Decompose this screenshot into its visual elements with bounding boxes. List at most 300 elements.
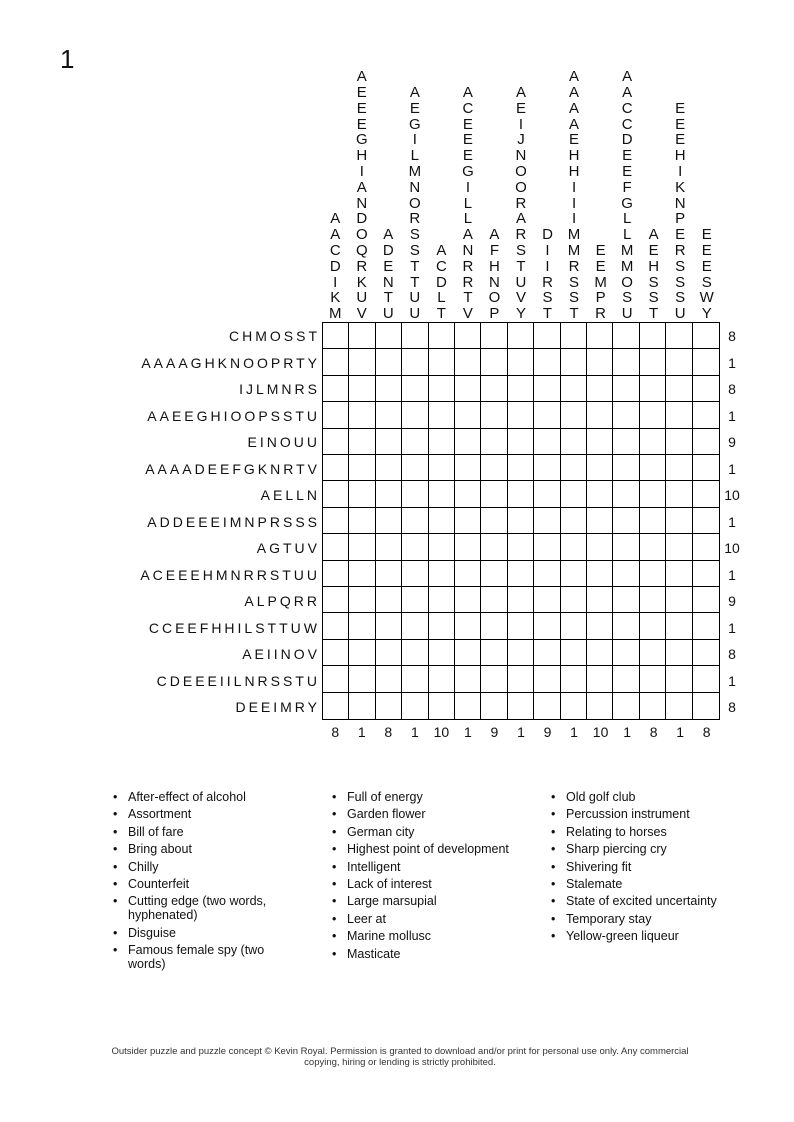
grid-cell[interactable] (508, 613, 534, 639)
grid-cell[interactable] (349, 455, 375, 481)
grid-cell[interactable] (508, 534, 534, 560)
grid-cell[interactable] (613, 376, 639, 402)
grid-cell[interactable] (561, 455, 587, 481)
grid-cell[interactable] (693, 693, 719, 719)
grid-cell[interactable] (666, 587, 692, 613)
grid-cell[interactable] (455, 613, 481, 639)
grid-cell[interactable] (534, 455, 560, 481)
grid-cell[interactable] (508, 561, 534, 587)
row-header: DEEIMRY (235, 699, 320, 716)
grid-cell[interactable] (376, 587, 402, 613)
grid-cell[interactable] (429, 349, 455, 375)
grid-cell[interactable] (402, 534, 428, 560)
grid-cell[interactable] (349, 402, 375, 428)
grid-cell[interactable] (613, 402, 639, 428)
grid-cell[interactable] (429, 640, 455, 666)
grid-cell[interactable] (455, 323, 481, 349)
clue-item: • Assortment (113, 807, 288, 821)
grid-cell[interactable] (587, 534, 613, 560)
grid-cell[interactable] (613, 349, 639, 375)
grid-cell[interactable] (693, 323, 719, 349)
grid-cell[interactable] (640, 429, 666, 455)
grid-cell[interactable] (666, 508, 692, 534)
grid-cell[interactable] (376, 481, 402, 507)
clue-item: • Large marsupial (332, 894, 537, 908)
row-header: ADDEEEIMNPRSSS (147, 513, 320, 530)
grid-cell[interactable] (640, 693, 666, 719)
clue-item: • Yellow-green liqueur (551, 929, 751, 943)
grid-cell[interactable] (323, 323, 349, 349)
grid-cell[interactable] (693, 534, 719, 560)
grid-cell[interactable] (666, 666, 692, 692)
grid-cell[interactable] (349, 376, 375, 402)
grid-cell[interactable] (323, 429, 349, 455)
grid-cell[interactable] (534, 561, 560, 587)
grid-cell[interactable] (508, 402, 534, 428)
row-header: ALPQRR (244, 593, 320, 610)
row-number: 1 (728, 566, 736, 583)
grid-cell[interactable] (640, 508, 666, 534)
grid-cell[interactable] (402, 455, 428, 481)
clue-item: • Cutting edge (two words, hyphenated) (113, 894, 288, 922)
grid-cell[interactable] (613, 508, 639, 534)
clue-item: • Old golf club (551, 790, 751, 804)
grid-cell[interactable] (455, 455, 481, 481)
grid-cell[interactable] (481, 323, 507, 349)
grid-cell[interactable] (455, 481, 481, 507)
row-number: 10 (724, 487, 740, 504)
grid-cell[interactable] (693, 349, 719, 375)
grid-cell[interactable] (587, 587, 613, 613)
column-header: A E I J N O O R A R S T U V Y (515, 84, 527, 323)
grid-cell[interactable] (666, 693, 692, 719)
grid-cell[interactable] (429, 402, 455, 428)
grid-cell[interactable] (613, 640, 639, 666)
grid-cell[interactable] (429, 693, 455, 719)
column-header: A A A A E H H I I I M M R S S T (567, 68, 581, 323)
grid-cell[interactable] (402, 508, 428, 534)
row-number: 8 (728, 646, 736, 663)
grid-cell[interactable] (481, 613, 507, 639)
grid-cell[interactable] (640, 613, 666, 639)
clue-list-3 (551, 790, 751, 947)
grid-cell[interactable] (508, 481, 534, 507)
grid-cell[interactable] (349, 323, 375, 349)
grid-cell[interactable] (666, 455, 692, 481)
grid-cell[interactable] (561, 666, 587, 692)
column-header: A A C D I K M (329, 210, 342, 323)
grid-cell[interactable] (429, 666, 455, 692)
grid-cell[interactable] (429, 429, 455, 455)
grid-cell[interactable] (561, 323, 587, 349)
grid-cell[interactable] (534, 508, 560, 534)
grid-cell[interactable] (561, 640, 587, 666)
clue-item: • Marine mollusc (332, 929, 537, 943)
grid-cell[interactable] (429, 613, 455, 639)
grid-cell[interactable] (693, 455, 719, 481)
grid-cell[interactable] (455, 402, 481, 428)
puzzle-grid (322, 322, 720, 720)
clue-item: • Counterfeit (113, 877, 288, 891)
grid-cell[interactable] (587, 613, 613, 639)
clue-item: • Intelligent (332, 860, 537, 874)
clue-item: • Garden flower (332, 807, 537, 821)
column-number: 9 (543, 724, 552, 740)
grid-cell[interactable] (534, 349, 560, 375)
column-header: D I I R S T (542, 226, 553, 323)
clue-item: • Sharp piercing cry (551, 842, 751, 856)
grid-cell[interactable] (481, 402, 507, 428)
grid-cell[interactable] (561, 349, 587, 375)
grid-cell[interactable] (587, 508, 613, 534)
row-header: CCEEFHHILSTTUW (148, 619, 320, 636)
row-number: 9 (728, 434, 736, 451)
grid-cell[interactable] (640, 587, 666, 613)
clue-item: • Full of energy (332, 790, 537, 804)
row-header: AAAAGHKNOOPRTY (141, 354, 320, 371)
clue-list-2 (332, 790, 537, 964)
grid-cell[interactable] (323, 613, 349, 639)
grid-cell[interactable] (666, 349, 692, 375)
grid-cell[interactable] (481, 481, 507, 507)
grid-cell[interactable] (376, 693, 402, 719)
grid-cell[interactable] (640, 376, 666, 402)
grid-cell[interactable] (640, 349, 666, 375)
grid-cell[interactable] (402, 323, 428, 349)
grid-cell[interactable] (481, 508, 507, 534)
grid-cell[interactable] (666, 429, 692, 455)
grid-cell[interactable] (587, 349, 613, 375)
clue-item: • After-effect of alcohol (113, 790, 288, 804)
grid-cell[interactable] (349, 666, 375, 692)
grid-cell[interactable] (376, 402, 402, 428)
grid-cell[interactable] (402, 481, 428, 507)
grid-cell[interactable] (693, 508, 719, 534)
grid-cell[interactable] (323, 587, 349, 613)
grid-cell[interactable] (455, 640, 481, 666)
row-number: 8 (728, 328, 736, 344)
grid-cell[interactable] (534, 693, 560, 719)
grid-cell[interactable] (508, 455, 534, 481)
column-number: 1 (623, 724, 631, 740)
grid-cell[interactable] (376, 613, 402, 639)
grid-cell[interactable] (587, 666, 613, 692)
row-number: 1 (728, 513, 736, 530)
column-number: 8 (384, 724, 393, 740)
clue-item: • Stalemate (551, 877, 751, 891)
grid-cell[interactable] (534, 587, 560, 613)
grid-cell[interactable] (323, 561, 349, 587)
grid-cell[interactable] (640, 640, 666, 666)
grid-cell[interactable] (376, 508, 402, 534)
row-number: 8 (728, 699, 736, 716)
grid-cell[interactable] (561, 693, 587, 719)
grid-cell[interactable] (693, 666, 719, 692)
grid-cell[interactable] (693, 613, 719, 639)
grid-cell[interactable] (323, 455, 349, 481)
grid-cell[interactable] (666, 402, 692, 428)
grid-cell[interactable] (561, 402, 587, 428)
grid-cell[interactable] (508, 587, 534, 613)
grid-cell[interactable] (376, 349, 402, 375)
grid-cell[interactable] (561, 587, 587, 613)
column-number: 8 (331, 724, 340, 740)
grid-cell[interactable] (323, 402, 349, 428)
grid-cell[interactable] (481, 376, 507, 402)
grid-cell[interactable] (534, 376, 560, 402)
column-header: A C E E E G I L L A N R R T V (462, 84, 474, 323)
grid-cell[interactable] (376, 323, 402, 349)
grid-cell[interactable] (613, 613, 639, 639)
grid-cell[interactable] (508, 376, 534, 402)
grid-cell[interactable] (613, 561, 639, 587)
clue-item: • Relating to horses (551, 825, 751, 839)
grid-cell[interactable] (613, 429, 639, 455)
grid-cell[interactable] (534, 402, 560, 428)
column-header: E E E H I K N P E R S S S U (674, 99, 686, 323)
grid-cell[interactable] (508, 508, 534, 534)
grid-cell[interactable] (666, 323, 692, 349)
grid-cell[interactable] (613, 587, 639, 613)
grid-cell[interactable] (402, 666, 428, 692)
grid-cell[interactable] (587, 561, 613, 587)
row-number: 1 (728, 672, 736, 689)
grid-cell[interactable] (613, 323, 639, 349)
column-numbers (322, 724, 720, 744)
column-header: A D E N T U (382, 226, 394, 323)
grid-cell[interactable] (534, 323, 560, 349)
column-number: 1 (464, 724, 472, 740)
grid-cell[interactable] (429, 376, 455, 402)
grid-cell[interactable] (376, 640, 402, 666)
grid-cell[interactable] (613, 481, 639, 507)
grid-cell[interactable] (508, 693, 534, 719)
grid-cell[interactable] (481, 693, 507, 719)
grid-cell[interactable] (587, 640, 613, 666)
grid-cell[interactable] (349, 429, 375, 455)
row-number: 10 (724, 540, 740, 557)
grid-cell[interactable] (402, 640, 428, 666)
grid-cell[interactable] (666, 534, 692, 560)
grid-cell[interactable] (693, 640, 719, 666)
row-header: CDEEEIILNRSSTU (156, 672, 320, 689)
column-number: 8 (649, 724, 658, 740)
row-number: 1 (728, 460, 736, 477)
row-number: 1 (728, 619, 736, 636)
column-header: A E E E G H I A N D O Q R K U V (355, 68, 368, 323)
grid-cell[interactable] (508, 666, 534, 692)
clue-item: • Highest point of development (332, 842, 537, 856)
grid-cell[interactable] (376, 561, 402, 587)
grid-cell[interactable] (613, 693, 639, 719)
column-header: A E G I L M N O R S S T T U U (408, 84, 422, 323)
grid-cell[interactable] (323, 693, 349, 719)
grid-cell[interactable] (323, 640, 349, 666)
grid-cell[interactable] (323, 666, 349, 692)
grid-cell[interactable] (323, 376, 349, 402)
grid-cell[interactable] (323, 349, 349, 375)
grid-cell[interactable] (323, 534, 349, 560)
grid-cell[interactable] (481, 349, 507, 375)
grid-cell[interactable] (534, 640, 560, 666)
grid-cell[interactable] (613, 455, 639, 481)
grid-cell[interactable] (561, 376, 587, 402)
grid-cell[interactable] (402, 376, 428, 402)
grid-cell[interactable] (693, 587, 719, 613)
grid-cell[interactable] (402, 587, 428, 613)
grid-cell[interactable] (429, 481, 455, 507)
grid-cell[interactable] (429, 455, 455, 481)
grid-cell[interactable] (402, 561, 428, 587)
column-header: A E H S S T (648, 226, 660, 323)
column-header: A F H N O P (488, 226, 501, 323)
grid-cell[interactable] (429, 534, 455, 560)
grid-cell[interactable] (534, 534, 560, 560)
grid-cell[interactable] (481, 534, 507, 560)
row-number: 8 (728, 381, 736, 398)
grid-cell[interactable] (561, 534, 587, 560)
grid-cell[interactable] (349, 587, 375, 613)
grid-cell[interactable] (587, 402, 613, 428)
grid-cell[interactable] (534, 481, 560, 507)
clue-item: • Lack of interest (332, 877, 537, 891)
grid-cell[interactable] (481, 455, 507, 481)
column-number: 1 (570, 724, 578, 740)
grid-cell[interactable] (640, 481, 666, 507)
grid-cell[interactable] (534, 666, 560, 692)
grid-cell[interactable] (587, 376, 613, 402)
grid-cell[interactable] (640, 402, 666, 428)
grid-cell[interactable] (349, 481, 375, 507)
row-header: AGTUV (256, 540, 320, 557)
grid-cell[interactable] (587, 455, 613, 481)
row-number: 1 (728, 354, 736, 371)
grid-cell[interactable] (481, 587, 507, 613)
grid-cell[interactable] (508, 640, 534, 666)
grid-cell[interactable] (587, 323, 613, 349)
grid-cell[interactable] (349, 640, 375, 666)
grid-cell[interactable] (666, 376, 692, 402)
grid-cell[interactable] (587, 481, 613, 507)
grid-cell[interactable] (323, 481, 349, 507)
grid-cell[interactable] (666, 561, 692, 587)
grid-cell[interactable] (481, 561, 507, 587)
column-header: E E M P R (594, 242, 607, 323)
grid-cell[interactable] (587, 429, 613, 455)
grid-cell[interactable] (640, 534, 666, 560)
grid-cell[interactable] (508, 429, 534, 455)
grid-cell[interactable] (402, 429, 428, 455)
clue-item: • Bill of fare (113, 825, 288, 839)
grid-cell[interactable] (693, 429, 719, 455)
grid-cell[interactable] (693, 376, 719, 402)
grid-cell[interactable] (508, 323, 534, 349)
grid-cell[interactable] (376, 429, 402, 455)
grid-cell[interactable] (402, 613, 428, 639)
grid-cell[interactable] (561, 561, 587, 587)
grid-cell[interactable] (693, 402, 719, 428)
grid-cell[interactable] (534, 613, 560, 639)
grid-cell[interactable] (640, 323, 666, 349)
column-header: A A C C D E E F G L L M M O S U (620, 68, 634, 323)
row-header: AAAADEEFGKNRTV (145, 460, 320, 477)
grid-cell[interactable] (693, 561, 719, 587)
grid-cell[interactable] (640, 666, 666, 692)
grid-cell[interactable] (534, 429, 560, 455)
clue-item: • Chilly (113, 860, 288, 874)
grid-cell[interactable] (455, 693, 481, 719)
grid-cell[interactable] (429, 508, 455, 534)
grid-cell[interactable] (349, 561, 375, 587)
grid-cell[interactable] (587, 693, 613, 719)
row-header: IJLMNRS (239, 381, 320, 398)
grid-cell[interactable] (455, 561, 481, 587)
grid-cell[interactable] (561, 429, 587, 455)
grid-cell[interactable] (455, 666, 481, 692)
grid-cell[interactable] (481, 666, 507, 692)
copyright-notice: Outsider puzzle and puzzle concept © Kevin Royal. Permission is granted to download and/or print for personal use only. Any commercial copying, hiring or lending is strictly prohibited. (111, 1046, 689, 1068)
grid-cell[interactable] (376, 534, 402, 560)
grid-cell[interactable] (402, 349, 428, 375)
column-number: 10 (592, 724, 609, 740)
grid-cell[interactable] (455, 587, 481, 613)
grid-cell[interactable] (481, 429, 507, 455)
grid-cell[interactable] (349, 508, 375, 534)
grid-cell[interactable] (429, 561, 455, 587)
row-header: AEIINOV (242, 646, 320, 663)
grid-cell[interactable] (349, 693, 375, 719)
row-header: CHMOSST (229, 328, 320, 344)
grid-cell[interactable] (508, 349, 534, 375)
grid-cell[interactable] (349, 349, 375, 375)
grid-cell[interactable] (323, 508, 349, 534)
grid-cell[interactable] (455, 429, 481, 455)
grid-cell[interactable] (455, 376, 481, 402)
grid-cell[interactable] (455, 349, 481, 375)
grid-cell[interactable] (561, 481, 587, 507)
row-header: ACEEEHMNRRSTUU (140, 566, 320, 583)
grid-cell[interactable] (429, 587, 455, 613)
grid-cell[interactable] (666, 640, 692, 666)
column-header: A C D L T (435, 242, 447, 323)
grid-cell[interactable] (640, 455, 666, 481)
grid-cell[interactable] (666, 481, 692, 507)
clue-item: • German city (332, 825, 537, 839)
grid-cell[interactable] (640, 561, 666, 587)
grid-cell[interactable] (666, 613, 692, 639)
grid-cell[interactable] (376, 666, 402, 692)
grid-cell[interactable] (561, 613, 587, 639)
grid-cell[interactable] (455, 534, 481, 560)
row-header: EINOUU (247, 434, 320, 451)
grid-cell[interactable] (402, 693, 428, 719)
clue-item: • Famous female spy (two words) (113, 943, 288, 971)
grid-cell[interactable] (349, 613, 375, 639)
column-header: E E E S W Y (699, 226, 714, 323)
grid-cell[interactable] (561, 508, 587, 534)
grid-cell[interactable] (481, 640, 507, 666)
grid-cell[interactable] (613, 534, 639, 560)
grid-cell[interactable] (402, 402, 428, 428)
grid-cell[interactable] (376, 455, 402, 481)
grid-cell[interactable] (455, 508, 481, 534)
grid-cell[interactable] (376, 376, 402, 402)
grid-cell[interactable] (613, 666, 639, 692)
grid-cell[interactable] (693, 481, 719, 507)
column-number: 9 (490, 724, 499, 740)
grid-cell[interactable] (349, 534, 375, 560)
grid-cell[interactable] (429, 323, 455, 349)
